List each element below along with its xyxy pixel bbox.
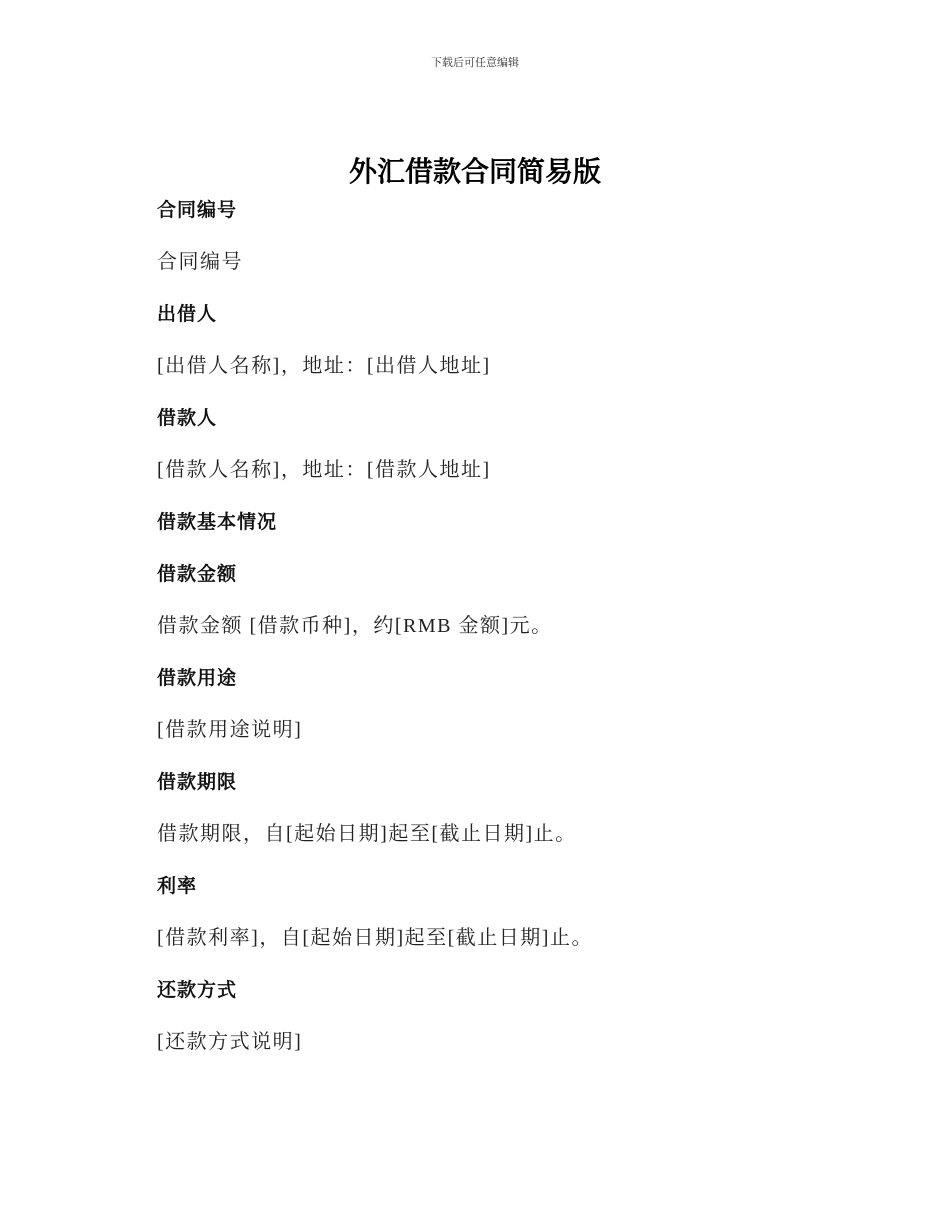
- section-heading-contract-number: 合同编号: [157, 199, 238, 221]
- header-note: 下载后可任意编辑: [431, 56, 519, 69]
- document-body: [157, 197, 857, 1081]
- section-text-loan-term: 借款期限，自[起始日期]起至[截止日期]止。: [157, 823, 577, 845]
- section-heading-borrower: 借款人: [157, 407, 218, 429]
- section-heading-loan-term: 借款期限: [157, 771, 238, 793]
- section-text-repayment: [还款方式说明]: [157, 1031, 303, 1053]
- section-text-borrower: [借款人名称]，地址：[借款人地址]: [157, 459, 491, 481]
- section-heading-loan-basics: 借款基本情况: [157, 511, 278, 533]
- section-text-loan-purpose: [借款用途说明]: [157, 719, 303, 741]
- section-text-interest-rate: [借款利率]，自[起始日期]起至[截止日期]止。: [157, 927, 593, 949]
- section-heading-repayment: 还款方式: [157, 979, 238, 1001]
- section-text-contract-number: 合同编号: [157, 251, 243, 273]
- section-text-loan-amount: 借款金额 [借款币种]，约[RMB 金额]元。: [157, 615, 553, 637]
- section-heading-interest-rate: 利率: [157, 875, 198, 897]
- document-title: 外汇借款合同简易版: [348, 155, 601, 188]
- section-text-lender: [出借人名称]，地址：[出借人地址]: [157, 355, 491, 377]
- section-heading-loan-purpose: 借款用途: [157, 667, 238, 689]
- section-heading-loan-amount: 借款金额: [157, 563, 238, 585]
- section-heading-lender: 出借人: [157, 303, 218, 325]
